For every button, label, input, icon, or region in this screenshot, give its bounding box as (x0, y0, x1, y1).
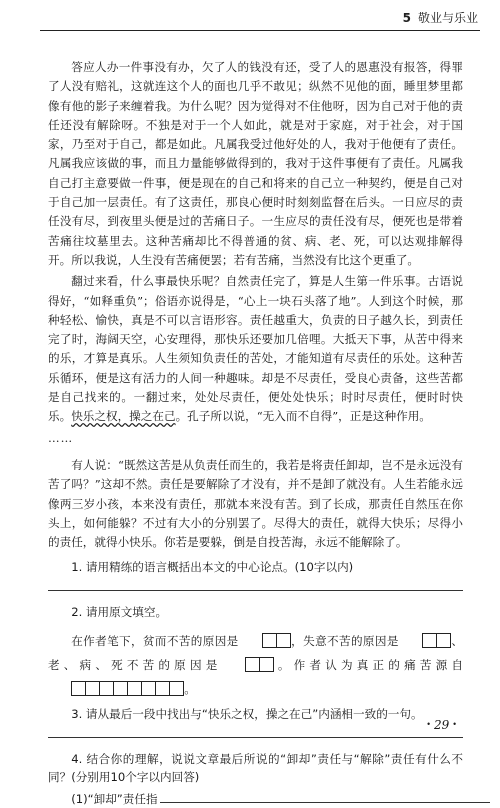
fill-box[interactable] (113, 681, 128, 696)
fill-box[interactable] (262, 633, 277, 648)
page-header (0, 0, 500, 40)
question-2-title: 2. 请用原文填空。 (71, 605, 168, 620)
fill-box[interactable] (259, 657, 274, 672)
question-1: 1. 请用精练的语言概括出本文的中心论点。(10字以内) (71, 560, 354, 575)
passage-paragraph-2 (48, 272, 463, 426)
fill-box[interactable] (245, 657, 260, 672)
fill-box[interactable] (99, 681, 114, 696)
chapter-title: 敬业与乐业 (417, 11, 478, 25)
chapter-heading (403, 9, 478, 26)
page-number-text: 29 (434, 718, 450, 732)
fill-box[interactable] (169, 681, 184, 696)
wavy-underlined-phrase: 快乐之权，操之在己 (71, 409, 176, 424)
fill-box[interactable] (155, 681, 170, 696)
question-4: 4. 结合你的理解，说说文章最后所说的“卸却”责任与“解除”责任有什么不同？(分别用10个字以内回答) (48, 752, 463, 785)
q2-text-a: 在作者笔下，贫而不苦的原因是 (71, 634, 239, 649)
q2-text-c: 、老、病、死不苦的原因是 (48, 634, 463, 673)
answer-boxes-2[interactable] (239, 629, 291, 653)
answer-boxes-2b[interactable] (399, 629, 451, 653)
answer-line-q4-1[interactable] (160, 790, 490, 803)
passage-paragraph-2-end: 。孔子所以说，“无入而不自得”，正是这种作用。 (175, 409, 431, 424)
fill-box[interactable] (71, 681, 86, 696)
question-2-fill (48, 629, 463, 701)
header-rule (40, 30, 480, 31)
answer-boxes-2d[interactable] (48, 677, 184, 701)
fill-box[interactable] (127, 681, 142, 696)
question-3: 3. 请从最后一段中找出与“快乐之权，操之在己”内涵相一致的一句。 (71, 707, 423, 722)
passage-paragraph-1: 答应人办一件事没有办，欠了人的钱没有还，受了人的恩惠没有报答，得罪了人没有赔礼，这就连这个人的面也几乎不敢见；纵然不见他的面，睡里梦里都像有他的影子来缠着我。为什么呢？因为觉得对不住他呀，因为自己对于他的责任还没有解除呀。不独是对于一个人如此，就是对于家庭，对于社会，对于国家，乃至对于自己，都是如此。凡属我受过他好处的人，我对于他便有了责任。凡属我应该做的事，而且力量能够做得到的，我对于这件事便有了责任。凡属我自己打主意要做一件事，便是现在的自己和将来的自己立一种契约，便是自己对于自己加一层责任。有了这责任，那良心便时时刻刻监督在后头。一日应尽的责任没有尽，到夜里头便是过的苦痛日子。一生应尽的责任没有尽，便死也是带着苦痛往坟墓里去。这种苦痛却比不得普通的贫、病、老、死，可以达观排解得开。所以我说，人生没有苦痛便罢；若有苦痛，当然没有比这个更重了。 (48, 60, 463, 267)
page-number (423, 718, 460, 732)
bullet-dot: • (426, 720, 431, 729)
page-content (48, 58, 463, 808)
answer-boxes-2c[interactable] (222, 653, 274, 677)
q4-1-label: (1)“卸却”责任指 (71, 792, 158, 807)
question-4-part-1 (48, 790, 463, 808)
passage-paragraph-3: 有人说：“既然这苦是从负责任而生的，我若是将责任卸却，岂不是永远没有苦了吗？”这却不然。责任是要解除了才没有，并不是卸了就没有。人生若能永远像两三岁小孩，本来没有责任，那就本来没有苦。到了长成，那责任自然压在你头上，如何能躲？不过有大小的分别罢了。尽得大的责任，就得大快乐；尽得小的责任，就得小快乐。你若是要躲，倒是自投苦海，永远不能解除了。 (48, 457, 463, 550)
q2-text-b: ，失意不苦的原因是 (290, 634, 399, 649)
ellipsis: …… (48, 430, 74, 445)
questions-section (48, 558, 463, 808)
q2-text-d: 。作者认为真正的痛苦源自 (273, 658, 463, 673)
q2-text-e: 。 (184, 682, 196, 697)
chapter-number: 5 (402, 11, 411, 25)
fill-box[interactable] (276, 633, 291, 648)
answer-line-q1[interactable] (48, 590, 463, 591)
answer-line-q3[interactable] (48, 737, 463, 738)
fill-box[interactable] (436, 633, 451, 648)
fill-box[interactable] (141, 681, 156, 696)
bullet-dot: • (452, 720, 457, 729)
fill-box[interactable] (85, 681, 100, 696)
passage-paragraph-2-start: 翻过来看，什么事最快乐呢？自然责任完了，算是人生第一件乐事。古语说得好，“如释重负”；俗语亦说得是，“心上一块石头落了地”。人到这个时候，那种轻松、愉快，真是不可以言语形容。责任越重大，负责的日子越久长，到责任完了时，海阔天空，心安理得，那快乐还要加几倍哩。大抵天下事，从苦中得来的乐，才算是真乐。人生须知负责任的苦处，才能知道有尽责任的乐处。这种苦乐循环，便是这有活力的人间一种趣味。却是不尽责任，受良心责备，这些苦都是自己找来的。一翻过来，处处尽责任，便处处快乐；时时尽责任，便时时快乐。 (48, 274, 463, 424)
fill-box[interactable] (422, 633, 437, 648)
